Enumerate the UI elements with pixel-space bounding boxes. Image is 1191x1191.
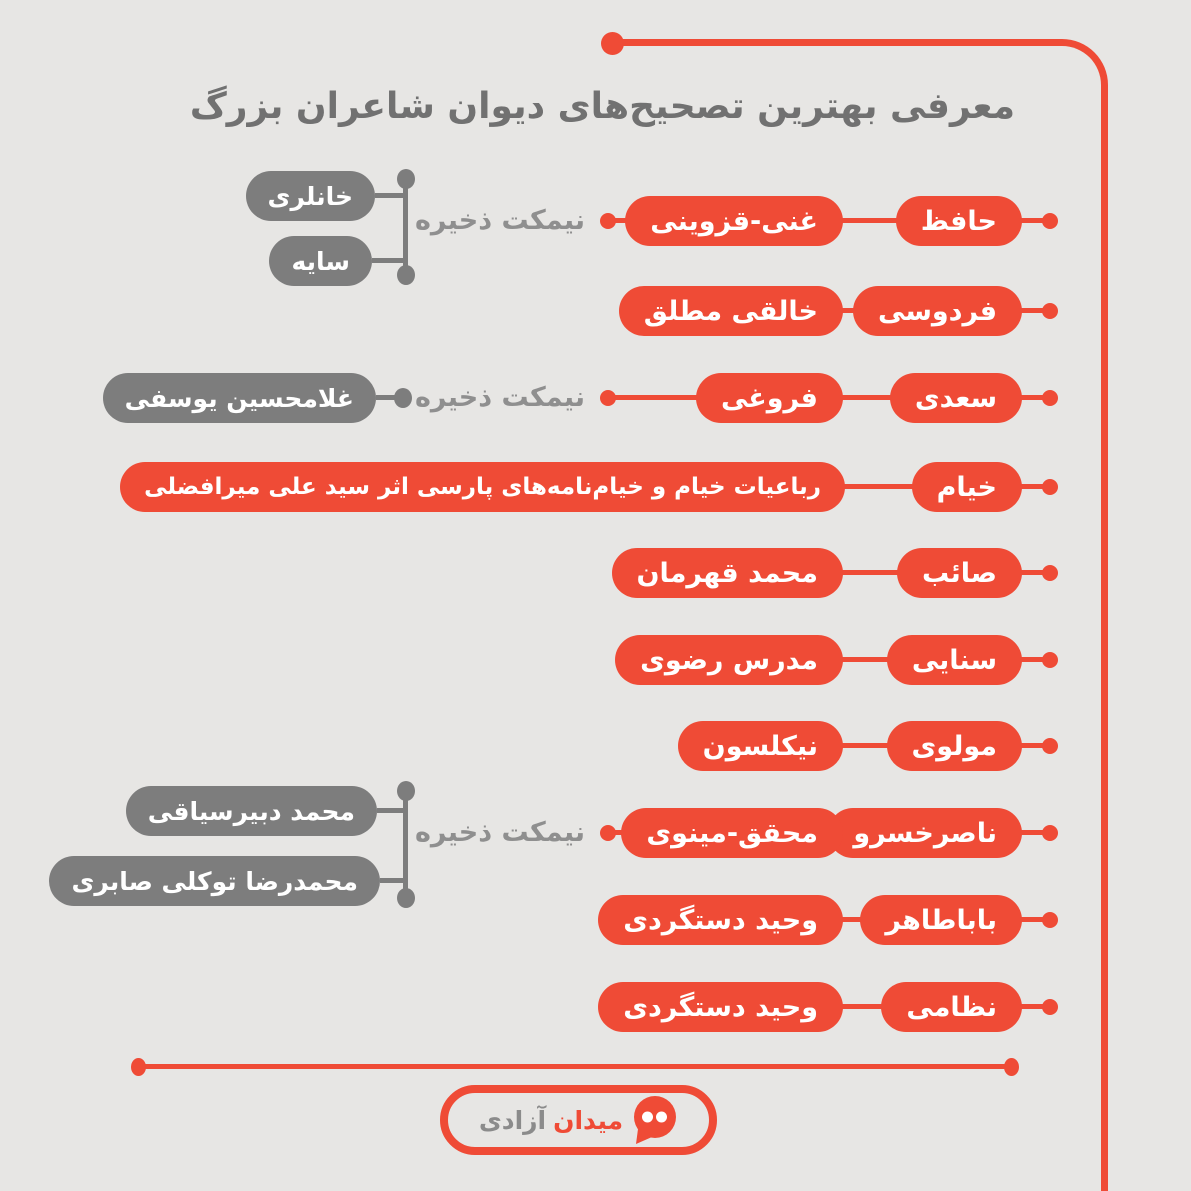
bottom-divider-line — [138, 1064, 1011, 1069]
poet-pill: نظامی — [881, 982, 1022, 1032]
bench-dot — [600, 213, 616, 229]
edition-pill: غنی-قزوینی — [625, 196, 843, 246]
speech-bubble-icon — [630, 1095, 678, 1145]
poet-pill: ناصرخسرو — [828, 808, 1022, 858]
connector-dot — [1042, 652, 1058, 668]
edition-pill: نیکلسون — [678, 721, 843, 771]
edition-pill: خالقی مطلق — [619, 286, 843, 336]
edition-pill: رباعیات خیام و خیام‌نامه‌های پارسی اثر سید علی میرافضلی — [120, 462, 845, 512]
bench-bracket-dot — [397, 781, 415, 801]
brand-name-secondary: آزادی — [478, 1105, 547, 1135]
edition-pill: وحید دستگردی — [598, 895, 843, 945]
bench-pill: غلامحسین یوسفی — [103, 373, 376, 423]
poet-pill: باباطاهر — [860, 895, 1022, 945]
bench-end-dot — [394, 388, 412, 408]
bench-dot — [600, 390, 616, 406]
poet-pill: خیام — [912, 462, 1022, 512]
bench-stub-line — [380, 878, 406, 883]
bench-stub-line — [377, 808, 406, 813]
bottom-line-dot — [131, 1058, 146, 1076]
bottom-line-dot — [1004, 1058, 1019, 1076]
poet-pill: سعدی — [890, 373, 1022, 423]
page-title: معرفی بهترین تصحیح‌های دیوان شاعران بزرگ — [189, 86, 1015, 127]
connector-dot — [1042, 738, 1058, 754]
poet-pill: فردوسی — [853, 286, 1022, 336]
bench-pill: محمدرضا توکلی صابری — [49, 856, 380, 906]
poet-pill: حافظ — [896, 196, 1022, 246]
edition-pill: وحید دستگردی — [598, 982, 843, 1032]
bench-pill: خانلری — [246, 171, 375, 221]
bench-stub-line — [372, 258, 406, 263]
bench-pill: محمد دبیرسیاقی — [126, 786, 377, 836]
frame-end-dot — [601, 32, 624, 55]
poet-pill: سنایی — [887, 635, 1022, 685]
connector-dot — [1042, 825, 1058, 841]
edition-pill: محمد قهرمان — [612, 548, 843, 598]
brand-name-primary: میدان — [553, 1105, 624, 1135]
bench-label: نیمکت ذخیره — [414, 382, 585, 413]
bench-stub-line — [375, 193, 406, 198]
edition-pill: فروغی — [696, 373, 843, 423]
connector-dot — [1042, 479, 1058, 495]
bench-bracket-dot — [397, 169, 415, 189]
connector-dot — [1042, 303, 1058, 319]
bench-pill: سایه — [269, 236, 372, 286]
connector-dot — [1042, 999, 1058, 1015]
bench-bracket-dot — [397, 888, 415, 908]
poet-pill: مولوی — [887, 721, 1022, 771]
poet-pill: صائب — [897, 548, 1022, 598]
edition-pill: مدرس رضوی — [615, 635, 843, 685]
connector-dot — [1042, 565, 1058, 581]
connector-dot — [1042, 912, 1058, 928]
brand-logo — [440, 1085, 717, 1155]
bench-dot — [600, 825, 616, 841]
connector-dot — [1042, 390, 1058, 406]
edition-pill: محقق-مینوی — [621, 808, 843, 858]
connector-dot — [1042, 213, 1058, 229]
bench-label: نیمکت ذخیره — [414, 205, 585, 236]
bench-label: نیمکت ذخیره — [414, 817, 585, 848]
bench-bracket-dot — [397, 265, 415, 285]
